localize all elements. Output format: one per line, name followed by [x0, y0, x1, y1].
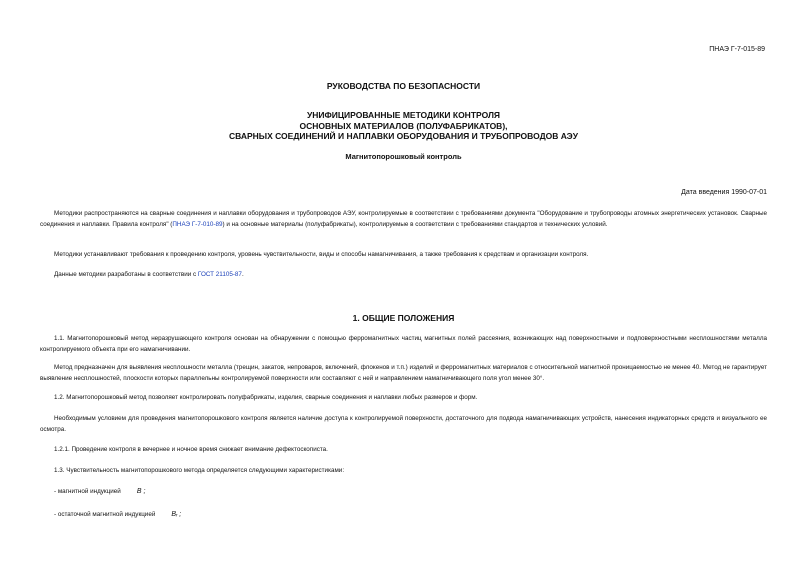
section-1-title: 1. ОБЩИЕ ПОЛОЖЕНИЯ: [352, 313, 455, 323]
intro-paragraph-gost: [40, 270, 767, 281]
p3-text-before: Данные методики разработаны в соответствии с: [54, 271, 198, 278]
paragraph-1-1: 1.1. Магнитопорошковый метод неразрушающего контроля основан на обнаружении с помощью ферромагнитных частиц магнитных полей рассеяния, возникающих над поверхностными и подповерхностными несплошностями металла контролируемого объекта при его намагничивании.: [40, 335, 767, 353]
methods-title-line-1: УНИФИЦИРОВАННЫЕ МЕТОДИКИ КОНТРОЛЯ: [306, 110, 501, 120]
formula-br: Bᵣ ;: [171, 511, 182, 518]
document-code: ПНАЭ Г-7-015-89: [709, 46, 765, 53]
p1-text-after: ) и на основные материалы (полуфабрикаты), контролируемые в соответствии с требованиями стандартов и технических условий.: [222, 220, 608, 228]
subtitle: Магнитопорошковый контроль: [345, 152, 462, 161]
paragraph-1-2-1: 1.2.1. Проведение контроля в вечернее и ночное время снижает внимание дефектоскописта.: [54, 446, 328, 453]
methods-title-line-3: СВАРНЫХ СОЕДИНЕНИЙ И НАПЛАВКИ ОБОРУДОВАНИЯ И ТРУБОПРОВОДОВ АЭУ: [228, 131, 579, 141]
link-gost-21105-87[interactable]: ГОСТ 21105-87: [197, 271, 242, 278]
methods-title-line-2: ОСНОВНЫХ МАТЕРИАЛОВ (ПОЛУФАБРИКАТОВ),: [299, 120, 508, 131]
intro-paragraph-scope: [40, 209, 767, 230]
list-item-label: - остаточной магнитной индукцией: [54, 511, 156, 518]
p1-text-before: Методики распространяются на сварные соединения и наплавки оборудования и трубопроводов АЭУ, контролируемые в соответствии с требованиями документа "Оборудование и трубопроводы атомных энергетических установок. Сварные соединения и наплавки. Правила контроля" (: [40, 210, 767, 228]
list-item-residual-induction: [40, 510, 767, 521]
methods-title: [0, 110, 807, 142]
paragraph-1-2-condition: Необходимым условием для проведения магнитопорошкового контроля является наличие доступа к контролируемой поверхности, достаточного для подвода намагничивающих устройств, нанесения индикаторных средств и визуального ее осмотра.: [40, 415, 767, 433]
introduction-date: Дата введения 1990-07-01: [681, 189, 767, 196]
paragraph-1-3: 1.3. Чувствительность магнитопорошкового метода определяется следующими характеристиками:: [54, 467, 345, 474]
p3-text-after: .: [241, 271, 244, 278]
list-item-magnetic-induction: [40, 487, 767, 498]
safety-title: РУКОВОДСТВА ПО БЕЗОПАСНОСТИ: [326, 81, 481, 91]
paragraph-1-2: 1.2. Магнитопорошковый метод позволяет контролировать полуфабрикаты, изделия, сварные соединения и наплавки любых размеров и форм.: [54, 394, 478, 401]
paragraph-1-1-method: Метод предназначен для выявления несплошности металла (трещин, закатов, непроваров, включений, флокенов и т.п.) изделий и ферромагнитных материалов с относительной магнитной проницаемостью не менее 40. Метод не гарантирует выявление несплошностей, плоскости которых параллельны контролируемой поверхности или составляют с ней и направлением намагничивающего поля угол менее 30°.: [40, 364, 767, 382]
list-item-label: - магнитной индукцией: [54, 488, 121, 495]
intro-paragraph-requirements: Методики устанавливают требования к проведению контроля, уровень чувствительности, виды и способы намагничивания, а также требования к средствам и организации контроля.: [54, 251, 589, 258]
formula-b: B ;: [136, 488, 146, 495]
link-pnae-g-7-010-89[interactable]: ПНАЭ Г-7-010-89: [172, 220, 223, 228]
